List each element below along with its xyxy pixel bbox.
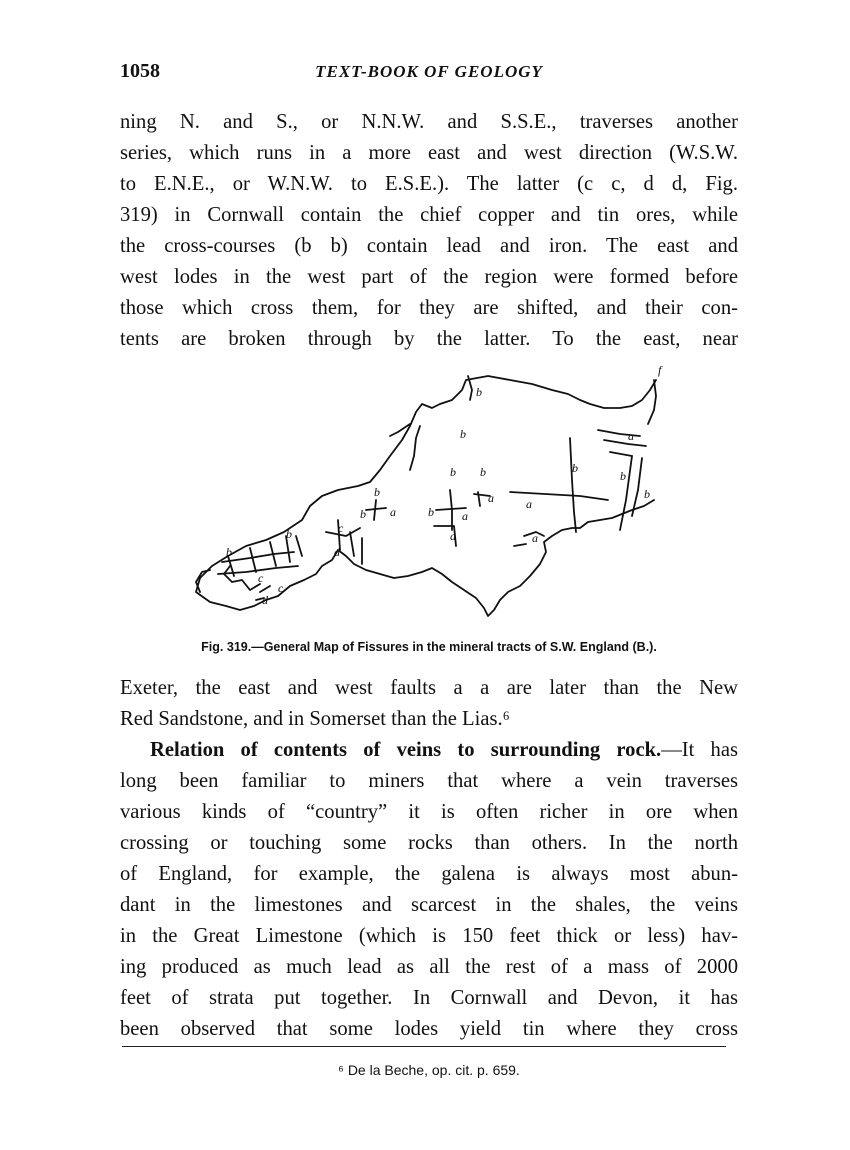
- section-heading: Relation of contents of veins to surrounding rock.: [150, 739, 662, 761]
- body-line: in the Great Limestone (which is 150 feet thick or less) hav-: [120, 925, 738, 947]
- map-label-west: b: [226, 545, 232, 559]
- map-label: d: [262, 593, 268, 607]
- map-label: c: [258, 571, 264, 585]
- map-label: a: [450, 529, 456, 543]
- body-line: 319) in Cornwall contain the chief copper and tin ores, while: [120, 204, 738, 226]
- running-title: TEXT-BOOK OF GEOLOGY: [315, 62, 543, 81]
- map-label: d: [334, 545, 340, 559]
- footnote: ⁶ De la Beche, op. cit. p. 659.: [338, 1062, 520, 1078]
- map-label: b: [460, 427, 466, 441]
- fissure-line: [450, 490, 452, 530]
- map-label: a: [462, 509, 468, 523]
- page-number: 1058: [120, 60, 160, 82]
- body-line: been observed that some lodes yield tin where they cross: [120, 1018, 738, 1040]
- page-header: [120, 60, 738, 90]
- fissure-line: [570, 438, 576, 532]
- body-line: Exeter, the east and west faults a a are later than the New: [120, 677, 738, 699]
- body-line: of England, for example, the galena is always most abun-: [120, 863, 738, 885]
- map-label: b: [644, 487, 650, 501]
- footnote-rule: [122, 1046, 726, 1047]
- fissure-line: [510, 492, 608, 500]
- north-coastline: [200, 376, 656, 578]
- fissure-line: [620, 456, 632, 530]
- body-line: various kinds of “country” it is often richer in ore when: [120, 801, 738, 823]
- map-label: a: [532, 531, 538, 545]
- body-line: ning N. and S., or N.N.W. and S.S.E., traverses another: [120, 111, 738, 133]
- body-line: series, which runs in a more east and west direction (W.S.W.: [120, 142, 738, 164]
- map-label: b: [374, 485, 380, 499]
- map-label: a: [628, 429, 634, 443]
- body-line: feet of strata put together. In Cornwall and Devon, it has: [120, 987, 738, 1009]
- map-label: b: [480, 465, 486, 479]
- body-line: to E.N.E., or W.N.W. to E.S.E.). The latter (c c, d d, Fig.: [120, 173, 738, 195]
- map-label: c: [278, 581, 284, 595]
- map-label: b: [572, 461, 578, 475]
- estuary-lines: [598, 430, 646, 456]
- map-label: c: [338, 521, 344, 535]
- fissure-map-figure: [170, 360, 690, 638]
- map-label: a: [526, 497, 532, 511]
- body-line: crossing or touching some rocks than others. In the north: [120, 832, 738, 854]
- fissure-line: [514, 544, 526, 546]
- body-line: long been familiar to miners that where a vein traverses: [120, 770, 738, 792]
- map-label: a: [390, 505, 396, 519]
- section-first-line: [150, 735, 738, 765]
- map-label: b: [428, 505, 434, 519]
- map-label: b: [476, 385, 482, 399]
- map-label: b: [620, 469, 626, 483]
- body-line: tents are broken through by the latter. To the east, near: [120, 328, 738, 350]
- figure-caption: Fig. 319.—General Map of Fissures in the mineral tracts of S.W. England (B.).: [201, 640, 657, 654]
- map-label: a: [488, 491, 494, 505]
- west-tip: [196, 566, 260, 592]
- body-line: Red Sandstone, and in Somerset than the Lias.⁶: [120, 708, 510, 730]
- fissure-line: [410, 426, 420, 470]
- body-line: those which cross them, for they are shifted, and their con-: [120, 297, 738, 319]
- map-label: b: [450, 465, 456, 479]
- body-line: the cross-courses (b b) contain lead and iron. The east and: [120, 235, 738, 257]
- body-line: dant in the limestones and scarcest in the shales, the veins: [120, 894, 738, 916]
- body-line: ing produced as much lead as all the rest of a mass of 2000: [120, 956, 738, 978]
- fissure-line: [366, 500, 386, 520]
- fissure-line: [326, 520, 362, 564]
- map-label: b: [360, 507, 366, 521]
- map-label: b: [286, 527, 292, 541]
- map-label: f: [658, 363, 662, 377]
- section-first-line-rest: —It has: [661, 739, 738, 761]
- body-line: west lodes in the west part of the region were formed before: [120, 266, 738, 288]
